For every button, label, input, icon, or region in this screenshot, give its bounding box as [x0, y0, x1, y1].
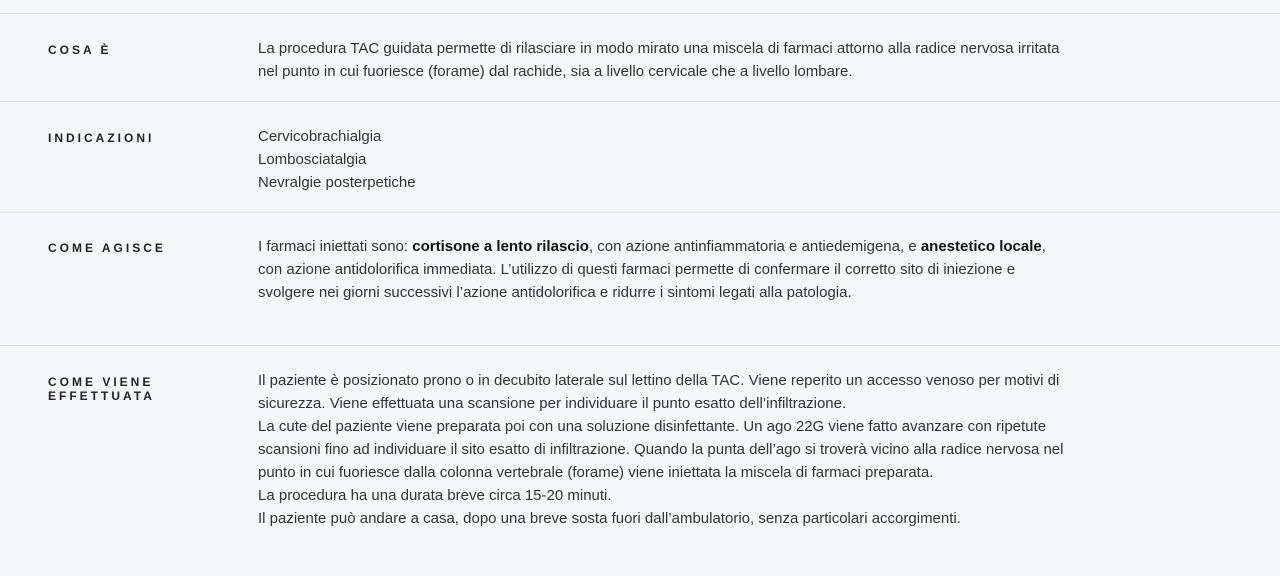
bold-text: anestetico locale [920, 238, 1042, 255]
paragraph: La procedura ha una durata breve circa 15-20 minuti. [258, 487, 612, 504]
row-content [258, 235, 1073, 345]
row-label: COME AGISCE [48, 241, 166, 255]
row-content [258, 37, 1073, 101]
list-item: Nevralgie posterpetiche [258, 174, 416, 191]
paragraph: La cute del paziente viene preparata poi con una soluzione disinfettante. Un ago 22G viene fatto avanzare con ripetute scansioni fino ad individuare il sito esatto di infiltrazione. Quando la punta dell’ago si troverà vicino alla radice nervosa nel punto in cui fuoriesce dalla colonna vertebrale (forame) viene iniettata la miscela di farmaci preparata. [258, 418, 1064, 481]
row-content [258, 125, 1073, 212]
text: , con azione antinfiammatoria e antiedemigena, e [588, 238, 921, 255]
paragraph: Il paziente può andare a casa, dopo una breve sosta fuori dall’ambulatorio, senza particolari accorgimenti. [258, 510, 961, 527]
row-indicazioni [0, 102, 1280, 213]
row-come-viene-effettuata [0, 346, 1280, 576]
row-label: INDICAZIONI [48, 131, 155, 145]
paragraph: La procedura TAC guidata permette di rilasciare in modo mirato una miscela di farmaci attorno alla radice nervosa irritata nel punto in cui fuoriesce (forame) dal rachide, sia a livello cervicale che a livello lombare. [258, 40, 1060, 80]
row-content [258, 369, 1073, 576]
row-label: COSA È [48, 43, 112, 57]
paragraph [258, 235, 1073, 304]
list-item: Cervicobrachialgia [258, 128, 382, 145]
paragraph: Il paziente è posizionato prono o in decubito laterale sul lettino della TAC. Viene reperito un accesso venoso per motivi di sicurezza. Viene effettuata una scansione per individuare il punto esatto dell’infiltrazione. [258, 372, 1060, 412]
bold-text: cortisone a lento rilascio [412, 238, 589, 255]
row-label: COME VIENE EFFETTUATA [48, 375, 155, 403]
row-come-agisce [0, 213, 1280, 346]
text: I farmaci iniettati sono: [258, 238, 413, 255]
list-item: Lombosciatalgia [258, 151, 367, 168]
row-cosa-e [0, 14, 1280, 102]
text: , con azione antidolorifica immediata. L’utilizzo di questi farmaci permette di confermare il corretto sito di iniezione e svolgere nei giorni successivi l’azione antidolorifica e ridurre i sintomi legati alla patologia. [258, 238, 1046, 301]
top-divider [0, 0, 1280, 14]
